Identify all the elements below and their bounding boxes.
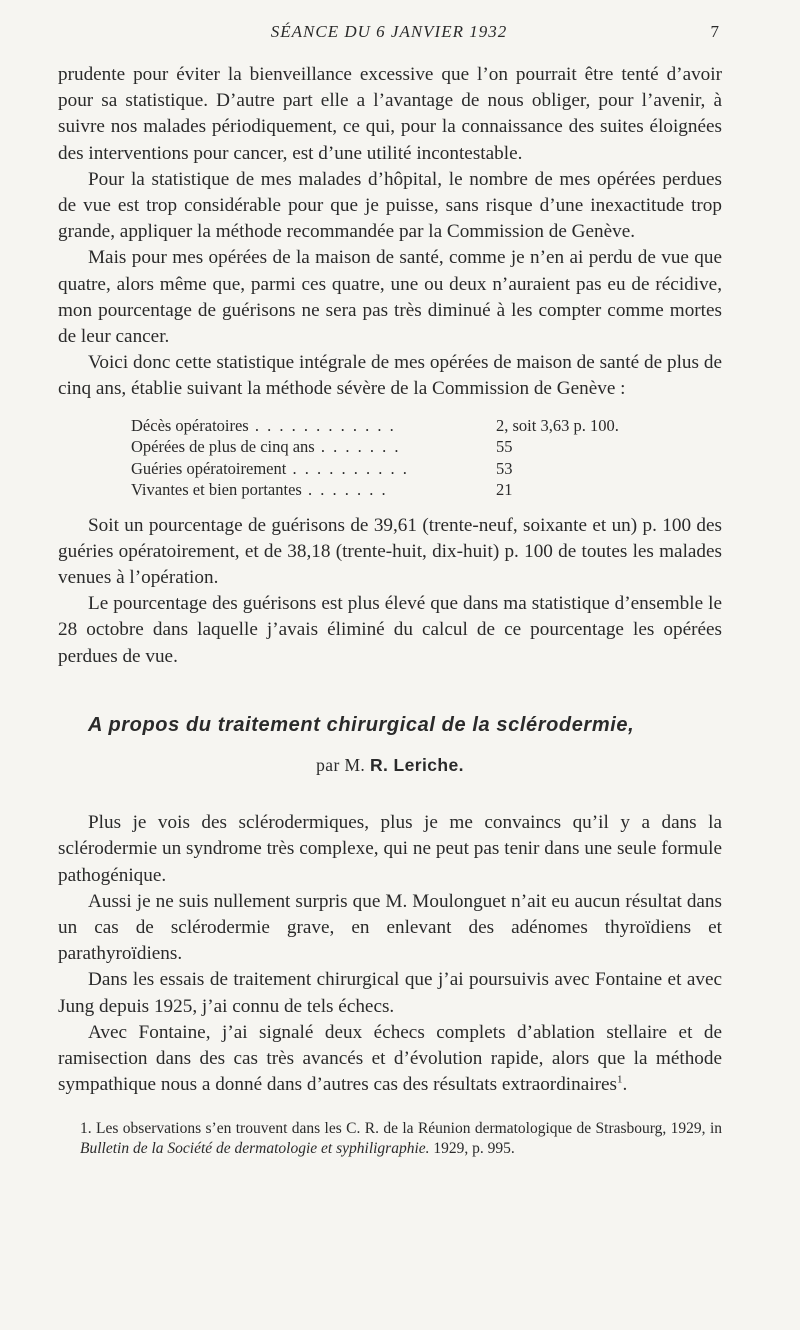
page-body bbox=[58, 62, 722, 1160]
statistics-label: Décès opératoires bbox=[131, 415, 249, 435]
paragraph: prudente pour éviter la bienveillance excessive que l’on pourrait être tenté d’avoir pour sa statistique. D’autre part elle a l’avantage de nous obliger, pour l’avenir, à suivre nos malades périodiquement, ce qui, pour la connaissance des suites éloignées des interventions pour cancer, est d’une utilité incontestable. bbox=[58, 64, 722, 164]
paragraph: Voici donc cette statistique intégrale de mes opérées de maison de santé de plus de cinq ans, établie suivant la méthode sévère de la Commission de Genève : bbox=[58, 352, 722, 400]
page-number: 7 bbox=[710, 22, 720, 41]
paragraph: Aussi je ne suis nullement surpris que M. Moulonguet n’ait eu aucun résultat dans un cas de sclérodermie grave, en enlevant des adénomes thyroïdiens et parathyroïdiens. bbox=[58, 890, 722, 965]
statistics-row bbox=[131, 479, 658, 501]
author-name: R. Leriche. bbox=[369, 755, 464, 776]
statistics-value: 55 bbox=[496, 437, 513, 457]
footnote-text: Les observations s’en trouvent dans les C. R. de la Réunion dermatologique de Strasbourg, 1929, in bbox=[96, 1119, 722, 1137]
journal-title: Bulletin de la Société de dermatologie et syphiligraphie. bbox=[80, 1140, 430, 1157]
paragraph: Dans les essais de traitement chirurgical que j’ai poursuivis avec Fontaine et avec Jung depuis 1925, j’ai connu de tels échecs. bbox=[58, 969, 722, 1017]
footnote-reference: 1 bbox=[616, 1073, 623, 1086]
footnote-citation: 1929, p. 995. bbox=[433, 1140, 515, 1157]
paragraph-end: . bbox=[622, 1074, 628, 1096]
leader-dots: . . . . . . . bbox=[301, 480, 388, 500]
footnote-number: 1. bbox=[80, 1119, 92, 1137]
statistics-label: Vivantes et bien portantes bbox=[131, 480, 302, 500]
paragraph: Pour la statistique de mes malades d’hôpital, le nombre de mes opérées perdues de vue est trop considérable pour que je puisse, sans risque d’une inexactitude trop grande, appliquer la méthode recommandée par la Commission de Genève. bbox=[58, 168, 722, 243]
paragraph: Le pourcentage des guérisons est plus élevé que dans ma statistique d’ensemble le 28 octobre dans laquelle j’avais éliminé du calcul de ce pourcentage les opérées perdues de vue. bbox=[58, 593, 722, 667]
paragraph-text: Avec Fontaine, j’ai signalé deux échecs complets d’ablation stellaire et de ramisection dans des cas très avancés et d’évolution rapide, alors que la méthode sympathique nous a donné dans d’autres cas des résultats extraordinaires bbox=[58, 1021, 722, 1096]
paragraph: Mais pour mes opérées de la maison de santé, comme je n’en ai perdu de vue que quatre, alors même que, parmi ces quatre, une ou deux n’auraient pas eu de récidive, mon pourcentage de guérisons ne sera pas très diminué à les compter comme mortes de leur cancer. bbox=[58, 247, 722, 348]
statistics-value: 53 bbox=[496, 458, 513, 478]
article-title: A propos du traitement chirurgical de la sclérodermie, bbox=[88, 713, 635, 736]
statistics-row bbox=[131, 458, 658, 480]
footnote bbox=[58, 1119, 722, 1160]
statistics-table bbox=[131, 415, 722, 501]
statistics-row bbox=[131, 415, 658, 437]
running-header bbox=[58, 22, 720, 44]
paragraph: Plus je vois des sclérodermiques, plus je me convaincs qu’il y a dans la sclérodermie un syndrome très complexe, qui ne peut pas tenir dans une seule formule pathogénique. bbox=[58, 812, 722, 886]
paragraph: Soit un pourcentage de guérisons de 39,61 (trente-neuf, soixante et un) p. 100 des guéries opératoirement, et de 38,18 (trente-huit, dix-huit) p. 100 de toutes les malades venues à l’opération. bbox=[58, 514, 722, 589]
statistics-row bbox=[131, 436, 658, 458]
statistics-label: Opérées de plus de cinq ans bbox=[131, 437, 315, 457]
leader-dots: . . . . . . . . . . bbox=[286, 458, 409, 478]
leader-dots: . . . . . . . . . . . . bbox=[248, 415, 396, 435]
statistics-value: 2, soit 3,63 p. 100. bbox=[496, 415, 619, 435]
leader-dots: . . . . . . . bbox=[314, 437, 401, 457]
running-title: SÉANCE DU 6 JANVIER 1932 bbox=[270, 22, 508, 41]
byline bbox=[58, 752, 722, 778]
paragraph bbox=[58, 1020, 722, 1099]
statistics-label: Guéries opératoirement bbox=[131, 458, 287, 478]
byline-prefix: par M. bbox=[316, 755, 366, 776]
statistics-value: 21 bbox=[496, 480, 513, 500]
